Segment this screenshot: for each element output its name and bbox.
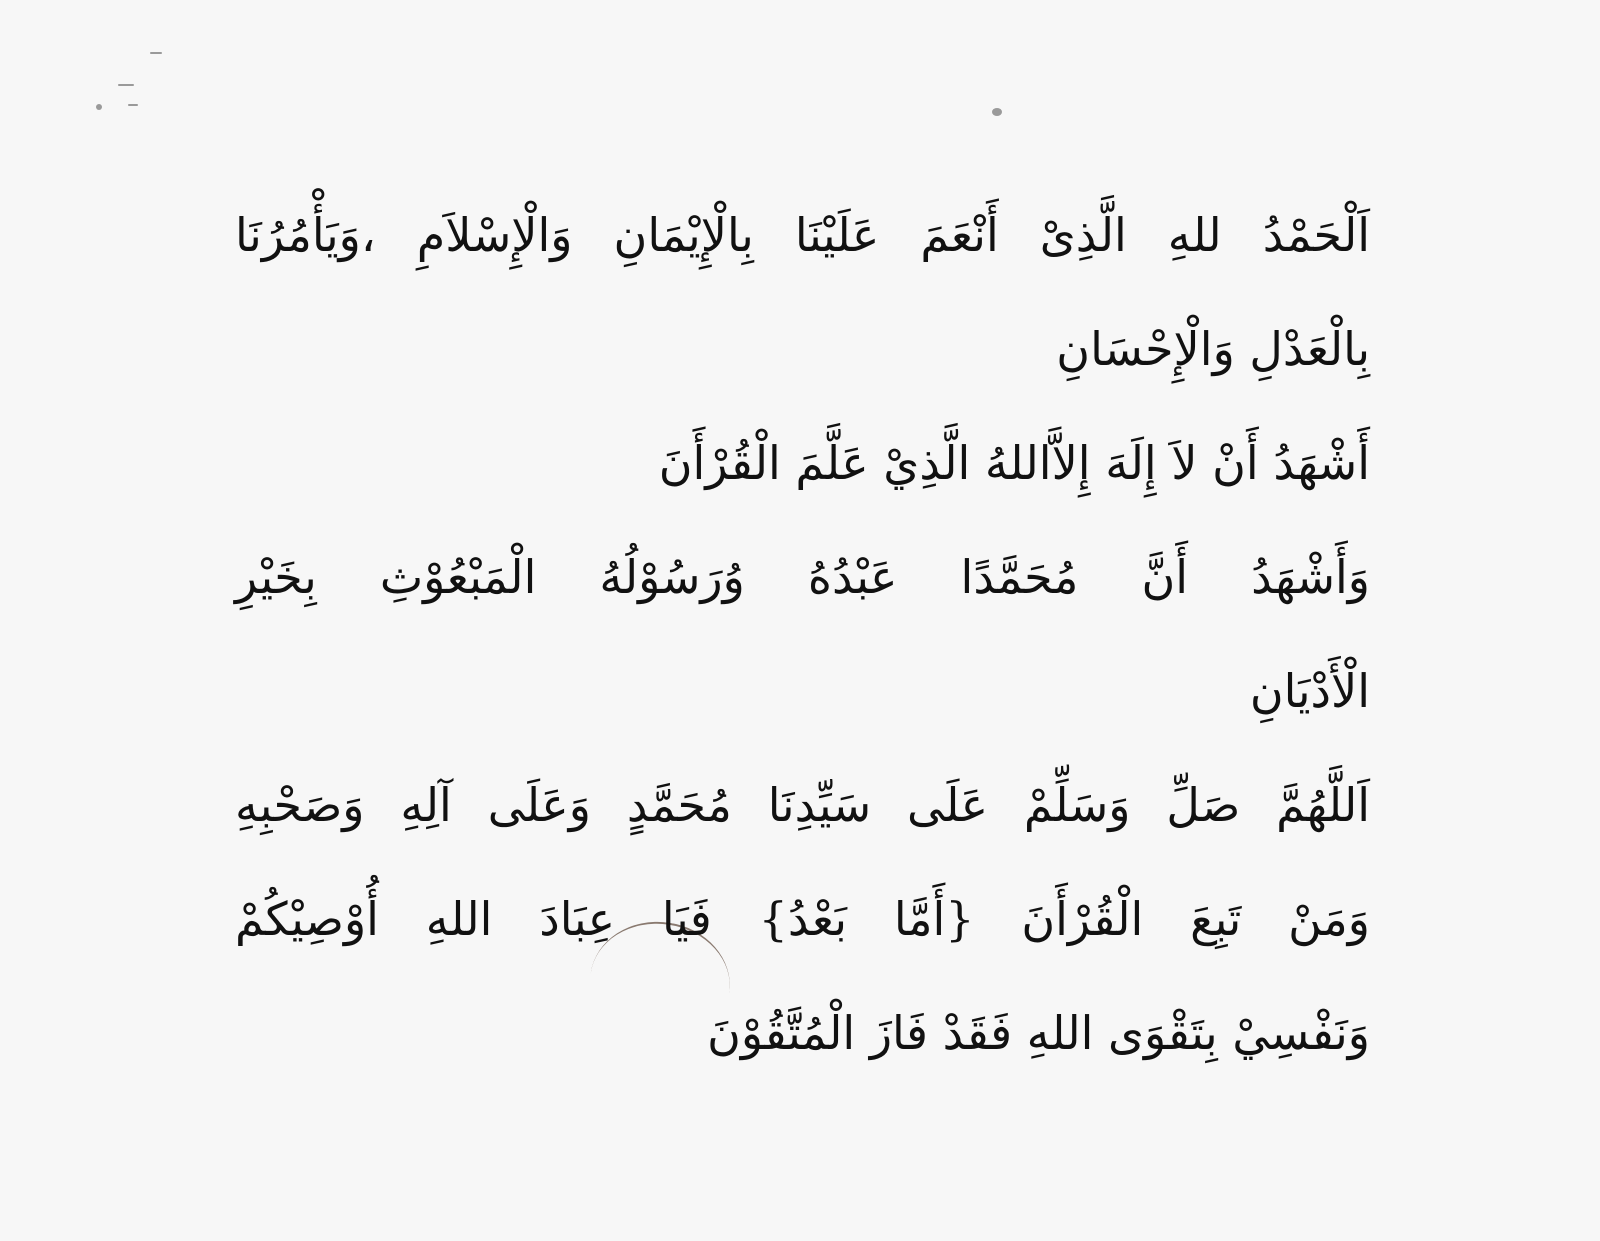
text-line-4: وَأَشْهَدُ أَنَّ مُحَمَّدًا عَبْدُهُ وُرَسُوْلُهُ الْمَبْعُوْثِ بِخَيْرِ xyxy=(235,550,1370,604)
scan-speck xyxy=(118,84,134,86)
text-line-8: وَنَفْسِيْ بِتَقْوَى اللهِ فَقَدْ فَازَ الْمُتَّقُوْنَ xyxy=(707,1006,1370,1060)
text-line-7: وَمَنْ تَبِعَ الْقُرْأَنَ {أَمَّا بَعْدُ} فَيَا عِبَادَ اللهِ أُوْصِيْكُمْ xyxy=(235,892,1370,946)
text-line-3: أَشْهَدُ أَنْ لاَ إِلَهَ إِلاَّاللهُ الَّذِيْ عَلَّمَ الْقُرْأَنَ xyxy=(658,436,1370,490)
text-line-2: بِالْعَدْلِ وَالْإِحْسَانِ xyxy=(1056,322,1370,376)
arabic-text-block xyxy=(235,180,1370,1080)
text-line-6: اَللَّهُمَّ صَلِّ وَسَلِّمْ عَلَى سَيِّدِنَا مُحَمَّدٍ وَعَلَى آلِهِ وَصَحْبِهِ xyxy=(235,778,1370,832)
scan-speck xyxy=(992,108,1002,116)
scan-speck xyxy=(96,104,102,110)
scan-speck xyxy=(150,52,162,54)
text-line-5: الْأَدْيَانِ xyxy=(1249,664,1370,718)
text-line-1: اَلْحَمْدُ للهِ الَّذِىْ أَنْعَمَ عَلَيْنَا بِالْإِيْمَانِ وَالْإِسْلاَمِ ،وَيَأْمُرُنَا xyxy=(235,208,1370,262)
scan-speck xyxy=(128,104,138,106)
